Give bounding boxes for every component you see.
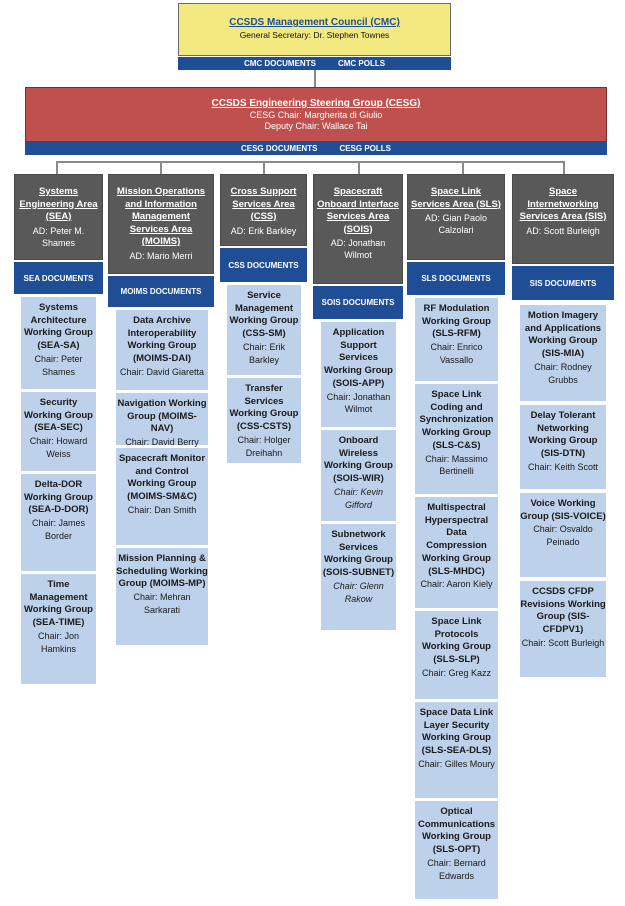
wg-chair: Chair: Gilles Moury (418, 758, 495, 769)
area-title-link[interactable]: Spacecraft Onboard Interface Services Area (SOIS) (317, 186, 399, 235)
wg-name: Systems Architecture Working Group (SEA-SA) (24, 302, 93, 352)
cesg-polls-link[interactable]: CESG POLLS (339, 144, 391, 153)
wg-sls-cs[interactable] (414, 383, 499, 495)
wg-chair: Chair: Keith Scott (527, 461, 599, 472)
wg-moims-dai[interactable] (115, 309, 209, 391)
wg-name: Mission Planning & Scheduling Working Group (MOIMS-MP) (116, 553, 208, 590)
wg-chair: Chair: Holger Dreihahn (237, 434, 291, 458)
wg-chair: Chair: Mehran Sarkarati (133, 592, 191, 615)
wg-name: Multispectral Hyperspectral Data Compression Working Group (SLS-MHDC) (422, 502, 491, 577)
wg-name: Data Archive Interoperability Working Group (MOIMS-DAI) (127, 315, 197, 365)
area-title-link[interactable]: Systems Engineering Area (SEA) (19, 186, 98, 222)
cmc-box (178, 3, 451, 56)
wg-chair: Chair: Jonathan Wilmot (326, 391, 391, 415)
area-director: AD: Gian Paolo Calzolari (424, 213, 488, 235)
wg-sis-dtn[interactable] (519, 404, 607, 490)
area-sois (313, 174, 403, 284)
wg-chair: Chair: Massimo Bertinelli (425, 453, 488, 477)
wg-sls-rfm[interactable] (414, 297, 499, 382)
wg-sls-opt[interactable] (414, 800, 499, 900)
area-title-link[interactable]: Mission Operations and Information Management Services Area (MOIMS) (116, 186, 206, 247)
wg-name: Space Data Link Layer Security Working Group (SLS-SEA-DLS) (419, 707, 494, 757)
wg-sea-d-dor[interactable] (20, 473, 97, 572)
cmc-secretary: General Secretary: Dr. Stephen Townes (239, 30, 390, 40)
wg-name: Voice Working Group (SIS-VOICE) (520, 498, 606, 522)
wg-name: RF Modulation Working Group (SLS-RFM) (422, 303, 491, 340)
wg-chair: Chair: Erik Barkley (242, 341, 285, 365)
wg-sls-sea-dls[interactable] (414, 701, 499, 799)
area-title-link[interactable]: Space Link Services Area (SLS) (411, 186, 501, 210)
wg-moims-mp[interactable] (115, 547, 209, 646)
wg-chair: Chair: Bernard Edwards (427, 857, 486, 881)
cmc-links-bar (178, 57, 451, 70)
wg-name: Time Management Working Group (SEA-TIME) (24, 579, 93, 629)
area-title-link[interactable]: Cross Support Services Area (CSS) (230, 186, 297, 222)
wg-chair: Chair: Aaron Kiely (420, 579, 493, 590)
area-director: AD: Peter M. Shames (32, 225, 85, 248)
wg-name: Application Support Services Working Group (SOIS-APP) (324, 327, 393, 389)
wg-moims-nav[interactable] (115, 392, 209, 446)
wg-sis-voice[interactable] (519, 492, 607, 578)
wg-name: Security Working Group (SEA-SEC) (24, 397, 93, 434)
wg-sis-cfdpv1[interactable] (519, 580, 607, 678)
cmc-documents-link[interactable]: CMC DOCUMENTS (243, 59, 316, 68)
moims-documents-link[interactable]: MOIMS DOCUMENTS (108, 276, 214, 307)
sls-documents-link[interactable]: SLS DOCUMENTS (407, 262, 505, 295)
wg-chair: Chair: Greg Kazz (421, 667, 492, 678)
wg-name: Space Link Coding and Synchronization Working Group (SLS-C&S) (419, 389, 494, 451)
wg-sois-app[interactable] (320, 321, 397, 428)
wg-chair: Chair: Kevin Gifford (333, 486, 384, 510)
wg-sis-mia[interactable] (519, 304, 607, 402)
wg-css-csts[interactable] (226, 377, 302, 464)
area-moims (108, 174, 214, 274)
cesg-deputy-chair: Deputy Chair: Wallace Tai (264, 121, 368, 131)
wg-name: Transfer Services Working Group (CSS-CSTS) (229, 383, 299, 433)
wg-sls-mhdc[interactable] (414, 496, 499, 609)
wg-name: Spacecraft Monitor and Control Working Group (MOIMS-SM&C) (118, 453, 206, 503)
wg-moims-smc[interactable] (115, 447, 209, 546)
area-sls (407, 174, 505, 260)
area-title-link[interactable]: Space Internetworking Services Area (SIS) (519, 186, 607, 222)
area-director: AD: Scott Burleigh (526, 225, 600, 236)
sis-documents-link[interactable]: SIS DOCUMENTS (512, 266, 614, 300)
connector-sis (563, 161, 565, 174)
wg-sea-sa[interactable] (20, 296, 97, 390)
wg-sls-slp[interactable] (414, 610, 499, 700)
cesg-title-link[interactable]: CCSDS Engineering Steering Group (CESG) (211, 98, 421, 109)
wg-sea-sec[interactable] (20, 391, 97, 472)
wg-chair: Chair: Dan Smith (127, 504, 197, 515)
area-director: AD: Jonathan Wilmot (330, 238, 386, 260)
wg-chair: Chair: Jon Hamkins (37, 630, 80, 654)
sea-documents-link[interactable]: SEA DOCUMENTS (14, 262, 103, 294)
wg-name: Space Link Protocols Working Group (SLS-SLP) (422, 616, 491, 666)
wg-chair: Chair: Osvaldo Peinado (533, 524, 593, 548)
css-documents-link[interactable]: CSS DOCUMENTS (220, 248, 307, 282)
area-css (220, 174, 307, 246)
connector-cmc-cesg (314, 70, 316, 87)
connector-areas-horizontal (56, 161, 564, 163)
connector-sea (56, 161, 58, 174)
wg-name: Optical Communications Working Group (SLS-OPT) (417, 806, 496, 856)
wg-name: Onboard Wireless Working Group (SOIS-WIR) (324, 435, 393, 485)
connector-moims (160, 161, 162, 174)
wg-chair: Chair: David Berry (125, 437, 199, 448)
connector-sls (462, 161, 464, 174)
wg-chair: Chair: Enrico Vassallo (430, 342, 483, 365)
area-sis (512, 174, 614, 264)
wg-name: Delta-DOR Working Group (SEA-D-DOR) (24, 479, 93, 516)
cmc-polls-link[interactable]: CMC POLLS (337, 59, 386, 68)
wg-chair: Chair: Glenn Rakow (333, 580, 384, 604)
wg-name: Subnetwork Services Working Group (SOIS-SUBNET) (322, 529, 395, 579)
wg-chair: Chair: Rodney Grubbs (534, 361, 592, 385)
cesg-chair: CESG Chair: Margherita di Giulio (249, 110, 383, 120)
wg-chair: Chair: James Border (31, 518, 85, 541)
area-sea (14, 174, 103, 260)
sois-documents-link[interactable]: SOIS DOCUMENTS (313, 286, 403, 319)
wg-sois-subnet[interactable] (320, 523, 397, 631)
wg-chair: Chair: David Giaretta (119, 366, 205, 377)
connector-sois (358, 161, 360, 174)
wg-chair: Chair: Scott Burleigh (521, 637, 605, 648)
wg-sois-wir[interactable] (320, 429, 397, 522)
wg-name: CCSDS CFDP Revisions Working Group (SIS-CFDPV1) (520, 586, 606, 636)
wg-name: Navigation Working Group (MOIMS-NAV) (117, 398, 207, 435)
wg-name: Delay Tolerant Networking Working Group (SIS-DTN) (528, 410, 598, 460)
area-director: AD: Mario Merri (129, 250, 193, 261)
wg-sea-time[interactable] (20, 573, 97, 685)
cesg-documents-link[interactable]: CESG DOCUMENTS (240, 144, 318, 153)
connector-css (263, 161, 265, 174)
area-director: AD: Erik Barkley (230, 225, 297, 236)
wg-name: Motion Imagery and Applications Working Group (SIS-MIA) (524, 310, 602, 360)
wg-chair: Chair: Howard Weiss (29, 436, 88, 459)
wg-chair: Chair: Peter Shames (34, 353, 83, 377)
cmc-title-link[interactable]: CCSDS Management Council (CMC) (229, 17, 400, 28)
cesg-links-bar (25, 142, 607, 155)
cesg-box (25, 87, 607, 142)
wg-css-sm[interactable] (226, 284, 302, 376)
wg-name: Service Management Working Group (CSS-SM) (229, 290, 299, 340)
